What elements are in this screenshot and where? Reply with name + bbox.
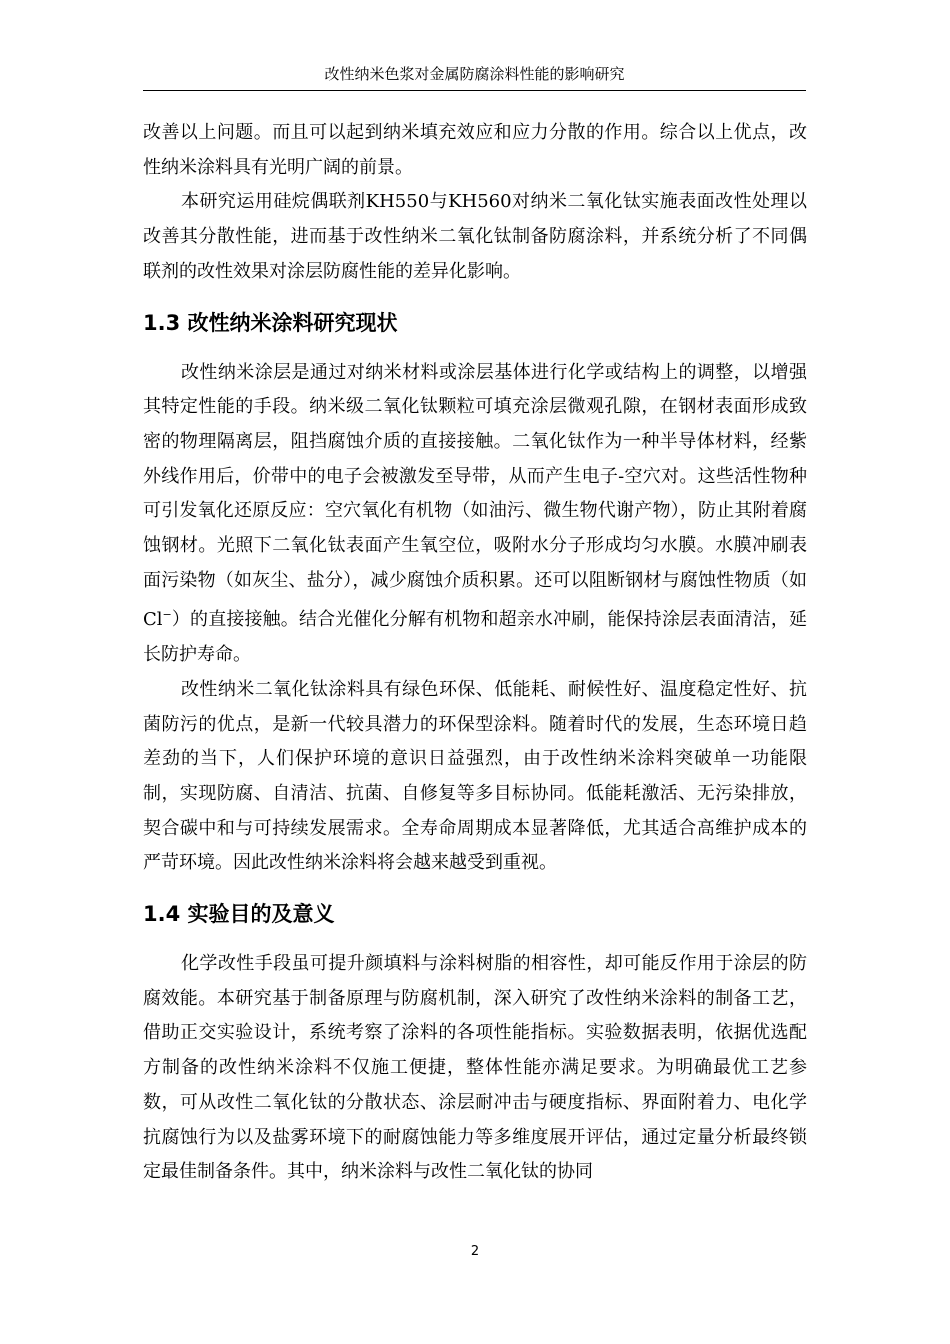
paragraph-text: 改性纳米涂层是通过对纳米材料或涂层基体进行化学或结构上的调整，以增强其特定性能的手段。纳米级二氧化钛颗粒可填充涂层微观孔隙，在钢材表面形成致密的物理隔离层，阻挡腐蚀介质的直接接触。二氧化钛作为一种半导体材料，经紫外线作用后，价带中的电子会被激发至导带，从而产生电子-空穴对。这些活性物种可引发氧化还原反应：空穴氧化有机物（如油污、微生物代谢产物），防止其附着腐蚀钢材。光照下二氧化钛表面产生氧空位，吸附水分子形成均匀水膜。水膜冲刷表面污染物（如灰尘、盐分），减少腐蚀介质积累。还可以阻断钢材与腐蚀性物质（如 Cl (143, 361, 807, 631)
paragraph-coating-advantages: 改性纳米二氧化钛涂料具有绿色环保、低能耗、耐候性好、温度稳定性好、抗菌防污的优点，是新一代较具潜力的环保型涂料。随着时代的发展，生态环境日趋差劲的当下，人们保护环境的意识日益强烈，由于改性纳米涂料突破单一功能限制，实现防腐、自清洁、抗菌、自修复等多目标协同。低能耗激活、无污染排放，契合碳中和与可持续发展需求。全寿命周期成本显著降低，尤其适合高维护成本的严苛环境。因此改性纳米涂料将会越来越受到重视。 (143, 678, 807, 874)
header-title: 改性纳米色浆对金属防腐涂料性能的影响研究 (324, 65, 625, 83)
paragraph-research-scope: 本研究运用硅烷偶联剂KH550与KH560对纳米二氧化钛实施表面改性处理以改善其分散性能，进而基于改性纳米二氧化钛制备防腐涂料，并系统分析了不同偶联剂的改性效果对涂层防腐性能的差异化影响。 (143, 191, 807, 282)
paragraph-continued: 改善以上问题。而且可以起到纳米填充效应和应力分散的作用。综合以上优点，改性纳米涂料具有光明广阔的前景。 (143, 122, 807, 178)
page-number: 2 (470, 1244, 480, 1259)
superscript-charge: − (162, 608, 172, 622)
paragraph-experiment-purpose: 化学改性手段虽可提升颜填料与涂料树脂的相容性，却可能反作用于涂层的防腐效能。本研究基于制备原理与防腐机制，深入研究了改性纳米涂料的制备工艺，借助正交实验设计，系统考察了涂料的各项性能指标。实验数据表明，依据优选配方制备的改性纳米涂料不仅施工便捷，整体性能亦满足要求。为明确最优工艺参数，可从改性二氧化钛的分散状态、涂层耐冲击与硬度指标、界面附着力、电化学抗腐蚀行为以及盐雾环境下的耐腐蚀能力等多维度展开评估，通过定量分析最终锁定最佳制备条件。其中，纳米涂料与改性二氧化钛的协同 (143, 953, 807, 1183)
page-header (143, 58, 806, 91)
section-heading-1-3: 1.3 改性纳米涂料研究现状 (143, 310, 398, 335)
page-body (143, 116, 807, 1190)
paragraph-coating-mechanism (143, 356, 807, 673)
section-heading-1-4: 1.4 实验目的及意义 (143, 902, 335, 927)
paragraph-text-tail: ）的直接接触。结合光催化分解有机物和超亲水冲刷，能保持涂层表面清洁，延长防护寿命。 (143, 609, 807, 666)
